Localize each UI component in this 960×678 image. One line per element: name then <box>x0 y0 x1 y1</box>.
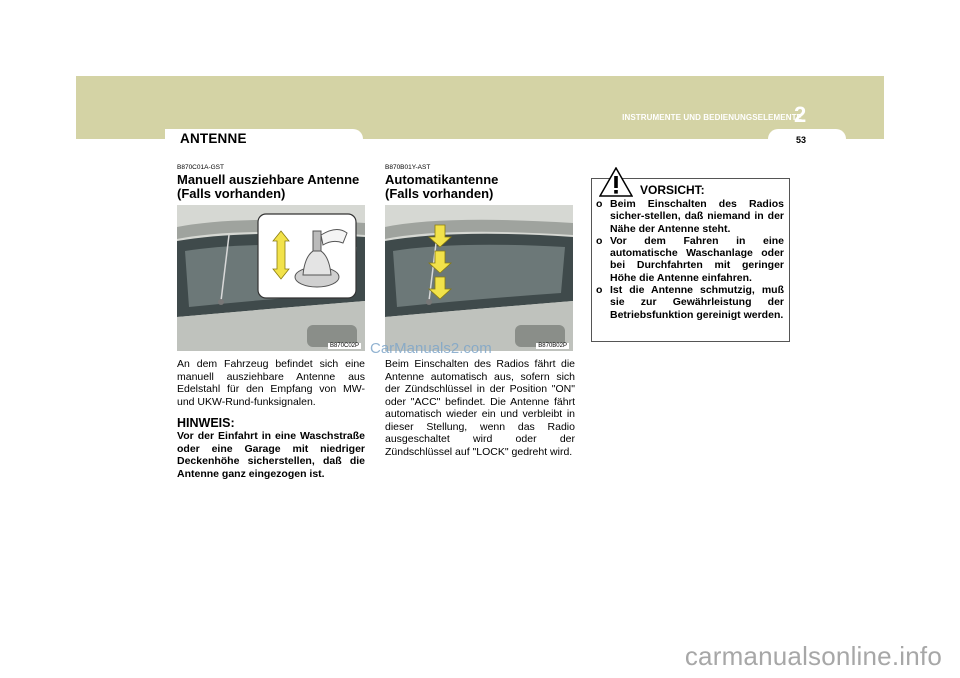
section-heading <box>385 173 575 201</box>
watermark-middle: CarManuals2.com <box>370 340 492 357</box>
caution-list <box>596 198 784 321</box>
section-code: B870B01Y-AST <box>385 164 431 171</box>
heading-line: Automatikantenne <box>385 172 499 187</box>
caution-item-text: Ist die Antenne schmutzig, muß sie zur Gewährleistung der Betriebsfunktion gereinigt werden. <box>610 284 784 321</box>
body-text: Beim Einschalten des Radios fährt die Antenne automatisch aus, sofern sich der Zündschlüssel in der Position "ON" oder "ACC" befindet. Die Antenne fährt automatisch wieder ein und verbleibt in dieser Stellung, wenn das Radio ausgeschaltet wird oder der Zündschlüssel auf "LOCK" gedreht wird. <box>385 358 575 458</box>
manual-antenna-section <box>177 164 365 480</box>
automatic-antenna-photo <box>385 205 573 351</box>
heading-line: (Falls vorhanden) <box>385 186 494 201</box>
bullet: o <box>596 284 603 297</box>
heading-line: (Falls vorhanden) <box>177 186 286 201</box>
section-heading <box>177 173 365 201</box>
heading-line: Manuell ausziehbare Antenne <box>177 172 360 187</box>
caution-item <box>596 198 784 235</box>
antenna-closeup-inset <box>257 213 357 299</box>
bullet: o <box>596 198 603 210</box>
warning-icon <box>599 167 633 197</box>
caution-box <box>591 178 790 342</box>
car-windshield-illustration <box>385 205 573 351</box>
image-code: B870B02P <box>538 343 567 349</box>
caution-item <box>596 235 784 284</box>
caution-item-text: Vor dem Fahren in eine automatische Waschanlage oder bei Durchfahrten mit geringer Höhe die Antenne einfahren. <box>610 234 784 284</box>
caution-item <box>596 284 784 321</box>
caution-item-text: Beim Einschalten des Radios sicher-stellen, daß niemand in der Nähe der Antenne steht. <box>610 198 784 235</box>
page-number-tab <box>768 129 846 150</box>
chapter-title: INSTRUMENTE UND BEDIENUNGSELEMENTE <box>622 113 802 122</box>
automatic-antenna-section <box>385 164 575 458</box>
body-text: An dem Fahrzeug befindet sich eine manuell ausziehbare Antenne aus Edelstahl für den Empfang von MW- und UKW-Rund-funksignalen. <box>177 358 365 408</box>
section-title: ANTENNE <box>180 131 247 146</box>
caution-title: VORSICHT: <box>640 183 705 197</box>
manual-antenna-photo <box>177 205 365 351</box>
page-number: 53 <box>796 135 807 145</box>
chapter-number: 2 <box>794 102 807 127</box>
image-code: B870C02P <box>329 343 359 349</box>
bullet: o <box>596 234 603 247</box>
note-text: Vor der Einfahrt in eine Waschstraße oder eine Garage mit niedriger Deckenhöhe sicherstellen, daß die Antenne ganz eingezogen ist. <box>177 430 365 480</box>
note-heading: HINWEIS: <box>177 416 235 430</box>
footer-watermark: carmanualsonline.info <box>684 641 942 671</box>
section-code: B870C01A-GST <box>177 164 224 171</box>
